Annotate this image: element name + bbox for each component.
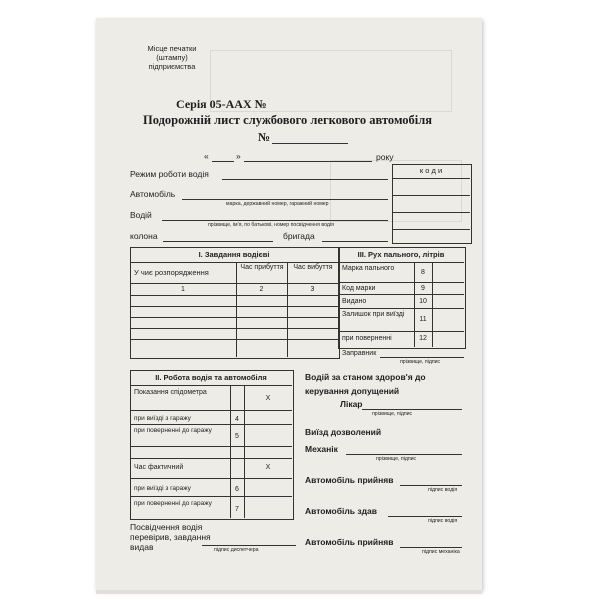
codes-row-3: [392, 212, 470, 213]
task-num-2: 2: [259, 286, 264, 293]
task-table-title: І. Завдання водієві: [198, 250, 270, 259]
x-mark-2: X: [265, 464, 271, 471]
dispatcher-hint: підпис диспетчера: [214, 547, 259, 553]
car-hint: марка, державний номер, гаражний номер: [226, 201, 329, 207]
car-accepted-line[interactable]: [400, 485, 462, 486]
fuel-row-3: [338, 308, 464, 309]
codes-row-2: [392, 195, 470, 196]
fuel-num-12: 12: [419, 335, 427, 342]
car-accepted-mech-line[interactable]: [400, 547, 462, 548]
fuel-label-brand: Марка пального: [342, 265, 395, 272]
health-text: Водій за станом здоров'я до керування допущений: [305, 372, 426, 396]
work-table-title: ІІ. Робота водія та автомобіля: [155, 373, 267, 382]
mechanic-hint: прізвище, підпис: [376, 456, 417, 462]
work-row-2: [130, 424, 292, 425]
fuel-table-title: ІІІ. Рух пального, літрів: [357, 250, 445, 259]
odometer-label: Показання спідометра: [134, 389, 207, 396]
task-col-header-1: У чиє розпорядження: [134, 268, 209, 277]
dispatcher-text: Посвідчення водія перевірив, завдання видав: [130, 522, 211, 552]
date-quote-close: »: [236, 151, 241, 161]
fuel-label-issued: Видано: [342, 298, 367, 305]
dispatcher-line[interactable]: [202, 545, 296, 546]
mechanic-label: Механік: [305, 444, 338, 454]
codes-box: [392, 164, 472, 244]
driver-line[interactable]: [162, 220, 388, 221]
car-accepted-mech-hint: підпис механіка: [422, 549, 460, 555]
work-num-col-left: [230, 385, 231, 518]
work-row-3: [130, 446, 292, 447]
stamp-line-2: (штампу): [156, 53, 188, 62]
driver-label: Водій: [130, 210, 152, 220]
task-col-divider-2: [287, 262, 288, 357]
fuel-num-8: 8: [421, 269, 425, 276]
doctor-hint: прізвище, підпис: [372, 411, 413, 417]
form-title: Подорожній лист службового легкового автомобіля: [143, 113, 433, 127]
fueler-hint: прізвище, підпис: [400, 359, 441, 365]
x-mark-1: X: [265, 395, 271, 402]
stamp-line-3: підприємства: [148, 62, 196, 71]
work-num-4: 4: [235, 416, 239, 423]
task-num-3: 3: [310, 286, 315, 293]
column-line[interactable]: [163, 241, 273, 242]
fuel-row-1: [338, 282, 464, 283]
series-number: Серія 05-ААХ №: [176, 97, 267, 111]
car-handed-line[interactable]: [388, 516, 462, 517]
date-quote-open: «: [204, 151, 209, 161]
fueler-line[interactable]: [380, 357, 464, 358]
task-row-5: [130, 339, 338, 340]
task-row-3: [130, 317, 338, 318]
fuel-label-return: при поверненні: [342, 335, 392, 342]
work-num-5: 5: [235, 433, 239, 440]
task-row-1: [130, 295, 338, 296]
odo-return-label: при поверненні до гаражу: [134, 427, 212, 434]
departure-allowed: Виїзд дозволений: [305, 427, 382, 437]
fuel-title-divider: [338, 262, 464, 263]
task-col-header-3: Час вибуття: [293, 264, 333, 271]
fuel-label-code: Код марки: [342, 285, 376, 292]
fuel-num-9: 9: [421, 285, 425, 292]
car-handed-label: Автомобіль здав: [305, 506, 377, 516]
work-mode-line[interactable]: [222, 179, 388, 180]
car-accepted-mech-label: Автомобіль прийняв: [305, 537, 394, 547]
codes-header: к о д и: [419, 166, 443, 175]
work-num-7: 7: [235, 506, 239, 513]
codes-row-4: [392, 229, 470, 230]
fueler-label: Заправник: [342, 350, 377, 357]
task-title-divider: [130, 262, 338, 263]
actual-time-label: Час фактичний: [134, 464, 184, 471]
doctor-label: Лікар: [340, 399, 363, 409]
car-accepted-hint: підпис водія: [428, 487, 458, 493]
brigade-line[interactable]: [322, 241, 388, 242]
car-accepted-label: Автомобіль прийняв: [305, 475, 394, 485]
fuel-row-4: [338, 331, 464, 332]
stamp-place-label: [132, 44, 212, 71]
fuel-row-2: [338, 294, 464, 295]
task-header-divider: [130, 283, 338, 284]
work-mode-label: Режим роботи водія: [130, 169, 209, 179]
driver-hint: прізвище, ім'я, по батькові, номер посвідчення водія: [208, 222, 334, 228]
fuel-label-remainder: Залишок при виїзді: [342, 311, 405, 318]
column-label: колона: [130, 231, 158, 241]
mechanic-line[interactable]: [346, 454, 462, 455]
brigade-label: бригада: [283, 231, 315, 241]
doctor-line[interactable]: [362, 409, 462, 410]
car-line[interactable]: [182, 199, 388, 200]
work-row-5: [130, 478, 292, 479]
task-col-header-2: Час прибуття: [240, 264, 284, 271]
car-handed-hint: підпис водія: [428, 518, 458, 524]
fuel-num-10: 10: [419, 298, 427, 305]
fuel-num-col-right: [432, 262, 433, 347]
year-label: року: [376, 152, 394, 162]
date-month-line[interactable]: [244, 161, 372, 162]
number-sign: №: [258, 130, 271, 144]
work-row-4: [130, 458, 292, 459]
odo-out-label: при виїзді з гаражу: [134, 415, 191, 422]
task-row-4: [130, 328, 338, 329]
work-row-1: [130, 410, 292, 411]
car-label: Автомобіль: [130, 189, 176, 199]
work-title-divider: [130, 385, 292, 386]
codes-row-1: [392, 178, 470, 179]
date-day-line[interactable]: [212, 161, 234, 162]
fuel-num-11: 11: [419, 316, 427, 323]
work-num-col-right: [244, 385, 245, 518]
time-out-label: при виїзді з гаражу: [134, 485, 191, 492]
task-num-1: 1: [181, 286, 185, 293]
stamp-line-1: Місце печатки: [147, 44, 197, 53]
time-return-label: при поверненні до гаражу: [134, 500, 212, 507]
task-col-divider-1: [236, 262, 237, 357]
task-row-2: [130, 306, 338, 307]
work-row-6: [130, 496, 292, 497]
number-line[interactable]: [272, 143, 348, 144]
work-num-6: 6: [235, 486, 239, 493]
